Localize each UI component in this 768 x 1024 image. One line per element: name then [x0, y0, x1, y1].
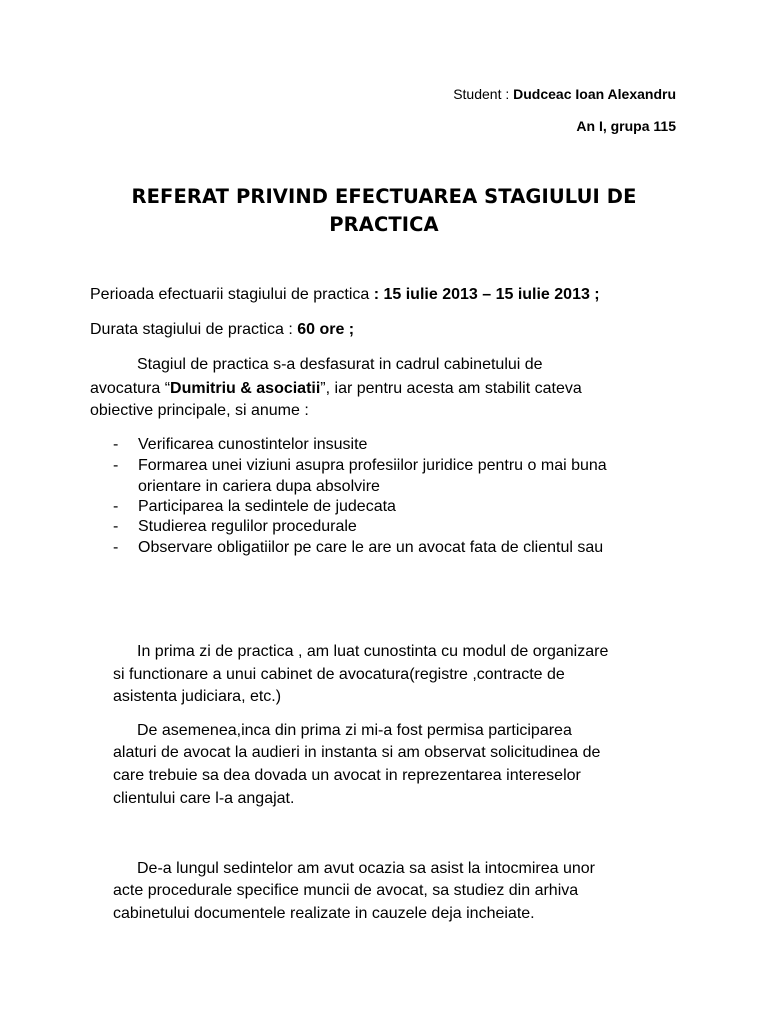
intro-line-1: Stagiul de practica s-a desfasurat in cadrul cabinetului de [137, 356, 543, 373]
list-item: Studierea regulilor procedurale [138, 518, 357, 535]
intro-line-2 [90, 380, 582, 398]
para1-line-1: In prima zi de practica , am luat cunostinta cu modul de organizare [137, 643, 609, 660]
duration-label: Durata stagiului de practica : [90, 321, 298, 338]
list-bullet: - [113, 457, 119, 474]
para2-line-2: alaturi de avocat la audieri in instanta si am observat solicitudinea de [113, 744, 601, 761]
student-group: An I, grupa 115 [576, 118, 676, 134]
para2-line-4: clientului care l-a angajat. [113, 790, 295, 807]
para3-line-1: De-a lungul sedintelor am avut ocazia sa asist la intocmirea unor [137, 860, 596, 877]
period-label: Perioada efectuarii stagiului de practica [90, 286, 374, 303]
student-name: Dudceac Ioan Alexandru [513, 86, 676, 102]
list-bullet: - [113, 498, 119, 515]
period-line [90, 286, 600, 304]
intro-line-3: obiective principale, si anume : [90, 402, 309, 419]
law-firm-name: Dumitriu & asociatii [170, 380, 321, 397]
list-item-continuation: orientare in cariera dupa absolvire [138, 478, 380, 495]
intro-line-2-pre: avocatura “ [90, 380, 171, 397]
duration-line [90, 321, 354, 339]
list-item: Verificarea cunostintelor insusite [138, 436, 368, 453]
list-bullet: - [113, 436, 119, 453]
para2-line-3: care trebuie sa dea dovada un avocat in reprezentarea intereselor [113, 767, 581, 784]
list-item: Participarea la sedintele de judecata [138, 498, 396, 515]
para3-line-3: cabinetului documentele realizate in cauzele deja incheiate. [113, 905, 535, 922]
para2-line-1: De asemenea,inca din prima zi mi-a fost permisa participarea [137, 722, 572, 739]
student-label: Student : [453, 86, 514, 102]
period-value: : 15 iulie 2013 – 15 iulie 2013 ; [373, 286, 600, 303]
list-bullet: - [113, 518, 119, 535]
list-bullet: - [113, 539, 119, 556]
group-line [576, 118, 676, 134]
student-line [453, 86, 676, 102]
document-title-line-2: PRACTICA [329, 213, 439, 236]
document-title-line-1: REFERAT PRIVIND EFECTUAREA STAGIULUI DE [131, 185, 637, 208]
list-item: Formarea unei viziuni asupra profesiilor juridice pentru o mai buna [138, 457, 607, 474]
duration-value: 60 ore ; [297, 321, 355, 338]
intro-line-2-post: ”, iar pentru acesta am stabilit cateva [320, 380, 582, 397]
para1-line-2: si functionare a unui cabinet de avocatura(registre ,contracte de [113, 666, 565, 683]
para3-line-2: acte procedurale specifice muncii de avocat, sa studiez din arhiva [113, 882, 579, 899]
para1-line-3: asistenta judiciara, etc.) [113, 688, 282, 705]
list-item: Observare obligatiilor pe care le are un avocat fata de clientul sau [138, 539, 604, 556]
